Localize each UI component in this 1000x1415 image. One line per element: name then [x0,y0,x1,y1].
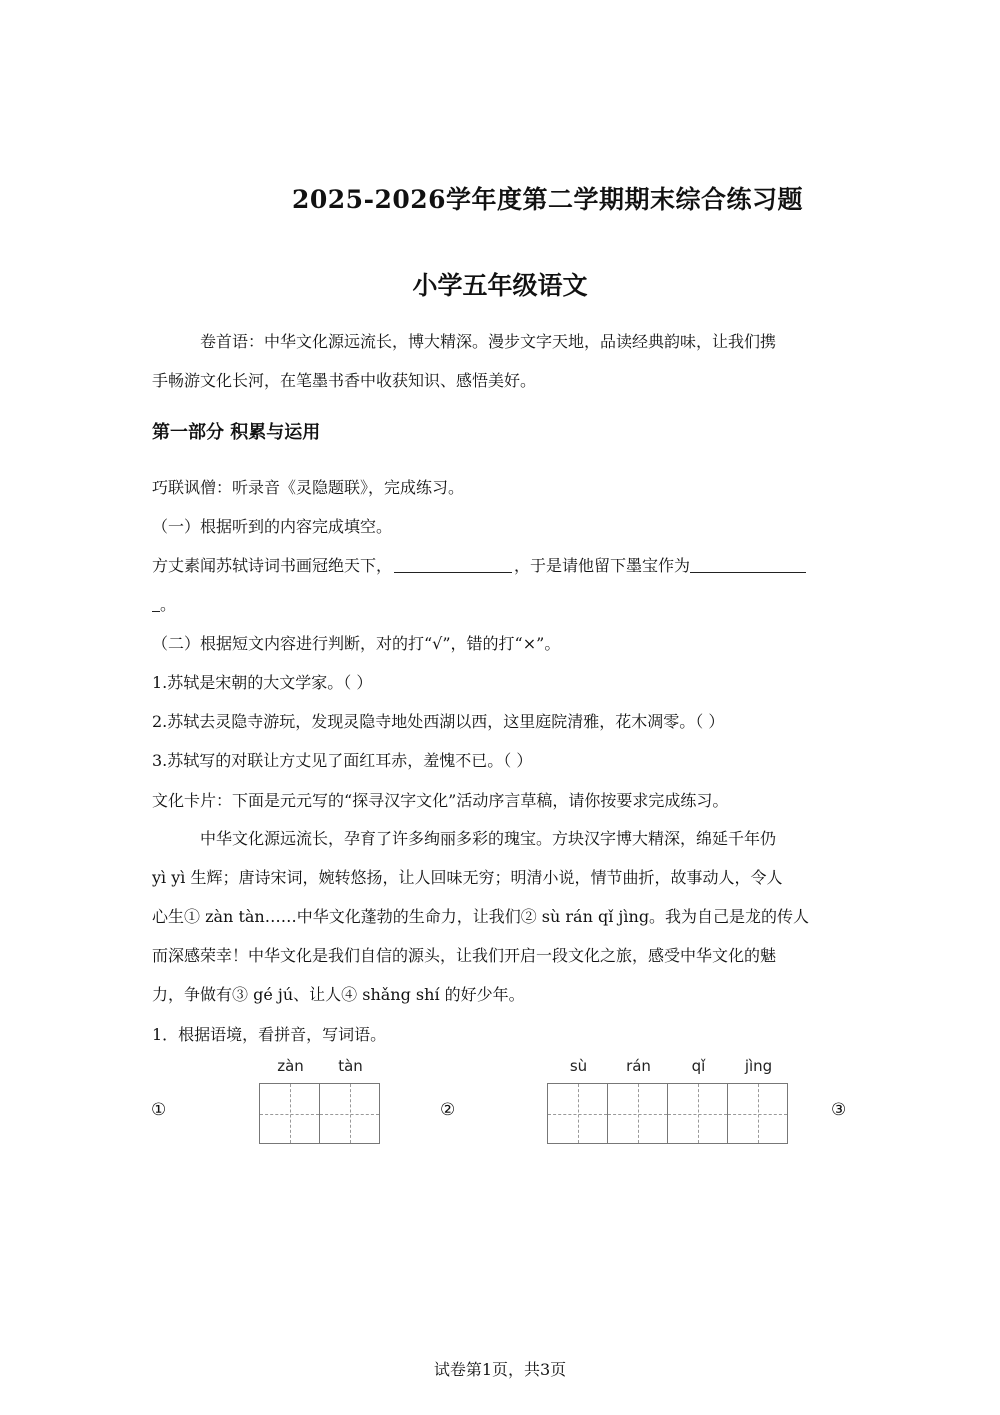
intro-line-2: 手畅游文化长河，在笔墨书香中收获知识、感悟美好。 [152,371,537,390]
exam-subtitle: 小学五年级语文 [412,271,588,300]
pinyin-label: rán [626,1057,651,1075]
intro-line-1: 卷首语：中华文化源远流长，博大精深。漫步文字天地，品读经典韵味，让我们携 [200,332,777,351]
pinyin-label: zàn [277,1057,304,1075]
sub2-instruction: （二）根据短文内容进行判断，对的打“√”，错的打“×”。 [152,634,561,653]
passage-line-2: yì yì 生辉；唐诗宋词，婉转悠扬，让人回味无穷；明清小说，情节曲折，故事动人，令人 [152,868,783,887]
passage-line-3: 心生① zàn tàn……中华文化蓬勃的生命力，让我们② sù rán qǐ jìng。我为自己是龙的传人 [152,907,810,926]
marker-1: ① [151,1100,167,1120]
passage-line-4: 而深感荣幸！中华文化是我们自信的源头，让我们开启一段文化之旅，感受中华文化的魅 [152,946,777,965]
part1-heading: 第一部分 积累与运用 [152,422,321,443]
pinyin-label: jìng [744,1057,773,1075]
fill-text-end: 。 [160,595,177,614]
exam-title: 2025-2026学年度第二学期期末综合练习题 [292,185,804,214]
question-1: 1．根据语境，看拼音，写词语。 [152,1025,387,1044]
writing-cell[interactable] [259,1057,320,1144]
page-footer: 试卷第1页，共3页 [433,1360,567,1379]
task1-instruction: 巧联讽僧：听录音《灵隐题联》，完成练习。 [152,478,465,497]
pinyin-label: sù [569,1057,588,1075]
judgement-3: 3.苏轼写的对联让方丈见了面红耳赤，羞愧不已。（ ） [152,751,533,770]
passage-line-1: 中华文化源远流长，孕育了许多绚丽多彩的瑰宝。方块汉字博大精深，绵延千年仍 [200,829,777,848]
fill-text-b: ，于是请他留下墨宝作为 [514,556,691,575]
writing-grid-2 [548,1057,788,1144]
marker-2: ② [440,1100,456,1120]
marker-3: ③ [831,1100,847,1120]
passage-line-5: 力，争做有③ gé jú、让人④ shǎng shí 的好少年。 [152,985,525,1004]
fill-blank-2-tail[interactable] [152,595,160,612]
task2-instruction: 文化卡片：下面是元元写的“探寻汉字文化”活动序言草稿，请你按要求完成练习。 [152,791,729,810]
sub1-instruction: （一）根据听到的内容完成填空。 [152,517,393,536]
judgement-2: 2.苏轼去灵隐寺游玩，发现灵隐寺地处西湖以西，这里庭院清雅，花木凋零。（ ） [152,712,725,731]
fill-in-sentence-end [152,585,852,624]
fill-blank-2[interactable] [690,556,806,573]
fill-blank-1[interactable] [394,556,512,573]
writing-cell[interactable] [547,1057,608,1144]
writing-cell[interactable] [607,1057,668,1144]
judgement-1: 1.苏轼是宋朝的大文学家。（ ） [152,673,373,692]
writing-cell[interactable] [667,1057,728,1144]
fill-text-a: 方丈素闻苏轼诗词书画冠绝天下， [152,556,393,575]
fill-in-sentence [152,546,852,585]
pinyin-label: qǐ [691,1057,706,1075]
writing-cell[interactable] [319,1057,380,1144]
writing-grid-1 [260,1057,380,1144]
writing-cell[interactable] [727,1057,788,1144]
pinyin-label: tàn [338,1057,363,1075]
